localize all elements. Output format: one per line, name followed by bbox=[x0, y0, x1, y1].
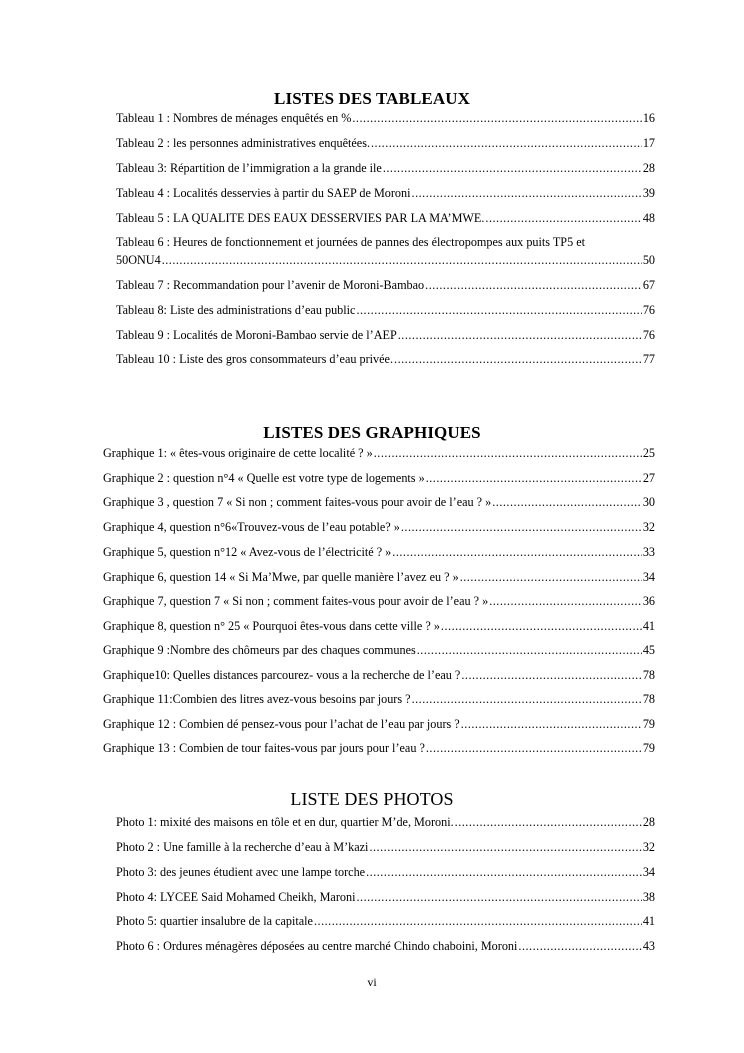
entry-page: 78 bbox=[642, 692, 655, 706]
entry-page: 34 bbox=[642, 865, 655, 879]
entry-text: Tableau 10 : Liste des gros consommateurs d’eau privée. bbox=[116, 352, 394, 366]
entry-text: Tableau 4 : Localités desservies à partir du SAEP de Moroni bbox=[116, 186, 411, 200]
tableau-entry-7[interactable] bbox=[116, 278, 655, 292]
entry-page: 48 bbox=[642, 211, 655, 225]
entry-text: Tableau 1 : Nombres de ménages enquêtés en % bbox=[116, 111, 352, 125]
entry-text: Photo 6 : Ordures ménagères déposées au centre marché Chindo chaboini, Moroni bbox=[116, 939, 518, 953]
tableau-entry-8[interactable] bbox=[116, 303, 655, 317]
entry-text: Tableau 9 : Localités de Moroni-Bambao servie de l’AEP bbox=[116, 328, 397, 342]
entry-text: Graphique 7, question 7 « Si non ; comment faites-vous pour avoir de l’eau ? » bbox=[103, 594, 489, 608]
entry-page: 34 bbox=[642, 570, 655, 584]
tableau-entry-6[interactable] bbox=[116, 235, 655, 267]
dot-leader bbox=[369, 840, 641, 854]
entry-text: Tableau 2 : les personnes administratives enquêtées. bbox=[116, 136, 370, 150]
entry-text: Tableau 5 : LA QUALITE DES EAUX DESSERVIES PAR LA MA’MWE. bbox=[116, 211, 485, 225]
graphique-entry-13[interactable] bbox=[103, 741, 655, 755]
graphique-entry-7[interactable] bbox=[103, 594, 655, 608]
dot-leader bbox=[392, 545, 642, 559]
dot-leader bbox=[401, 520, 642, 534]
page-number: vi bbox=[367, 975, 377, 989]
tableau-entry-9[interactable] bbox=[116, 328, 655, 342]
graphique-entry-8[interactable] bbox=[103, 619, 655, 633]
entry-page: 36 bbox=[642, 594, 655, 608]
entry-page: 16 bbox=[642, 111, 655, 125]
entry-text: Graphique 4, question n°6«Trouvez-vous de l’eau potable? » bbox=[103, 520, 400, 534]
entry-text: Tableau 3: Répartition de l’immigration a la grande ile bbox=[116, 161, 382, 175]
entry-page: 32 bbox=[642, 520, 655, 534]
entry-text: Graphique 13 : Combien de tour faites-vous par jours pour l’eau ? bbox=[103, 741, 425, 755]
entry-page: 27 bbox=[642, 471, 655, 485]
entry-page: 39 bbox=[642, 186, 655, 200]
dot-leader bbox=[394, 352, 642, 366]
entry-text: Photo 1: mixité des maisons en tôle et en dur, quartier M’de, Moroni. bbox=[116, 815, 454, 829]
entry-page: 41 bbox=[642, 619, 655, 633]
dot-leader bbox=[417, 643, 642, 657]
dot-leader bbox=[356, 890, 641, 904]
entry-text: Graphique 11:Combien des litres avez-vous besoins par jours ? bbox=[103, 692, 411, 706]
entry-text-line2: 50ONU4 bbox=[116, 253, 161, 267]
entry-text: Photo 4: LYCEE Said Mohamed Cheikh, Maroni bbox=[116, 890, 356, 904]
photo-entry-2[interactable] bbox=[116, 840, 655, 854]
dot-leader bbox=[441, 619, 642, 633]
dot-leader bbox=[412, 692, 642, 706]
entry-text: Graphique 5, question n°12 « Avez-vous de l’électricité ? » bbox=[103, 545, 392, 559]
dot-leader bbox=[426, 741, 642, 755]
dot-leader bbox=[518, 939, 641, 953]
entry-text-line1: Tableau 6 : Heures de fonctionnement et journées de pannes des électropompes aux puits TP5 et bbox=[116, 235, 586, 249]
dot-leader bbox=[455, 815, 642, 829]
graphique-entry-2[interactable] bbox=[103, 471, 655, 485]
entry-text: Photo 2 : Une famille à la recherche d’eau à M’kazi bbox=[116, 840, 369, 854]
dot-leader bbox=[425, 278, 642, 292]
entry-text: Photo 3: des jeunes étudient avec une lampe torche bbox=[116, 865, 366, 879]
entry-page: 30 bbox=[642, 495, 655, 509]
dot-leader bbox=[461, 717, 642, 731]
tableau-entry-2[interactable] bbox=[116, 136, 655, 150]
entry-text: Graphique10: Quelles distances parcourez- vous a la recherche de l’eau ? bbox=[103, 668, 461, 682]
dot-leader bbox=[383, 161, 642, 175]
tableaux-heading: LISTES DES TABLEAUX bbox=[274, 89, 470, 108]
dot-leader bbox=[371, 136, 642, 150]
tableau-entry-5[interactable] bbox=[116, 211, 655, 225]
graphique-entry-10[interactable] bbox=[103, 668, 655, 682]
entry-text: Graphique 6, question 14 « Si Ma’Mwe, par quelle manière l’avez eu ? » bbox=[103, 570, 459, 584]
entry-page: 79 bbox=[642, 717, 655, 731]
entry-text: Tableau 8: Liste des administrations d’eau public bbox=[116, 303, 356, 317]
graphique-entry-11[interactable] bbox=[103, 692, 655, 706]
graphique-entry-6[interactable] bbox=[103, 570, 655, 584]
dot-leader bbox=[162, 253, 642, 267]
entry-page: 41 bbox=[642, 914, 655, 928]
entry-page: 77 bbox=[642, 352, 655, 366]
dot-leader bbox=[356, 303, 641, 317]
graphique-entry-1[interactable] bbox=[103, 446, 655, 460]
entry-page: 32 bbox=[642, 840, 655, 854]
entry-page: 25 bbox=[642, 446, 655, 460]
entry-page: 78 bbox=[642, 668, 655, 682]
entry-page: 45 bbox=[642, 643, 655, 657]
entry-page: 43 bbox=[642, 939, 655, 953]
entry-text: Graphique 8, question n° 25 « Pourquoi êtes-vous dans cette ville ? » bbox=[103, 619, 440, 633]
dot-leader bbox=[398, 328, 642, 342]
entry-page: 76 bbox=[642, 303, 655, 317]
photo-entry-4[interactable] bbox=[116, 890, 655, 904]
tableau-entry-10[interactable] bbox=[116, 352, 655, 366]
entry-page: 79 bbox=[642, 741, 655, 755]
dot-leader bbox=[489, 594, 642, 608]
dot-leader bbox=[460, 570, 642, 584]
entry-page: 28 bbox=[642, 815, 655, 829]
graphique-entry-9[interactable] bbox=[103, 643, 655, 657]
graphique-entry-3[interactable] bbox=[103, 495, 655, 509]
tableau-entry-1[interactable] bbox=[116, 111, 655, 125]
dot-leader bbox=[314, 914, 642, 928]
entry-page: 67 bbox=[642, 278, 655, 292]
photo-entry-1[interactable] bbox=[116, 815, 655, 829]
dot-leader bbox=[366, 865, 642, 879]
tableau-entry-3[interactable] bbox=[116, 161, 655, 175]
entry-page: 38 bbox=[642, 890, 655, 904]
photo-entry-6[interactable] bbox=[116, 939, 655, 953]
photo-entry-3[interactable] bbox=[116, 865, 655, 879]
entry-page: 28 bbox=[642, 161, 655, 175]
dot-leader bbox=[352, 111, 641, 125]
entry-text: Graphique 3 , question 7 « Si non ; comment faites-vous pour avoir de l’eau ? » bbox=[103, 495, 492, 509]
entry-page: 17 bbox=[642, 136, 655, 150]
dot-leader bbox=[485, 211, 641, 225]
dot-leader bbox=[412, 186, 642, 200]
graphique-entry-5[interactable] bbox=[103, 545, 655, 559]
entry-text: Photo 5: quartier insalubre de la capitale bbox=[116, 914, 313, 928]
dot-leader bbox=[461, 668, 641, 682]
graphique-entry-4[interactable] bbox=[103, 520, 655, 534]
graphique-entry-12[interactable] bbox=[103, 717, 655, 731]
entry-page: 50 bbox=[642, 253, 655, 267]
entry-page: 33 bbox=[642, 545, 655, 559]
graphiques-heading: LISTES DES GRAPHIQUES bbox=[263, 423, 481, 442]
entry-text: Graphique 12 : Combien dé pensez-vous pour l’achat de l’eau par jours ? bbox=[103, 717, 460, 731]
entry-text: Tableau 7 : Recommandation pour l’avenir de Moroni-Bambao bbox=[116, 278, 425, 292]
dot-leader bbox=[492, 495, 642, 509]
entry-text: Graphique 9 :Nombre des chômeurs par des chaques communes bbox=[103, 643, 416, 657]
photos-heading: LISTE DES PHOTOS bbox=[290, 789, 454, 809]
photo-entry-5[interactable] bbox=[116, 914, 655, 928]
dot-leader bbox=[374, 446, 642, 460]
entry-page: 76 bbox=[642, 328, 655, 342]
tableau-entry-4[interactable] bbox=[116, 186, 655, 200]
entry-text: Graphique 2 : question n°4 « Quelle est votre type de logements » bbox=[103, 471, 425, 485]
dot-leader bbox=[426, 471, 642, 485]
entry-text: Graphique 1: « êtes-vous originaire de cette localité ? » bbox=[103, 446, 373, 460]
